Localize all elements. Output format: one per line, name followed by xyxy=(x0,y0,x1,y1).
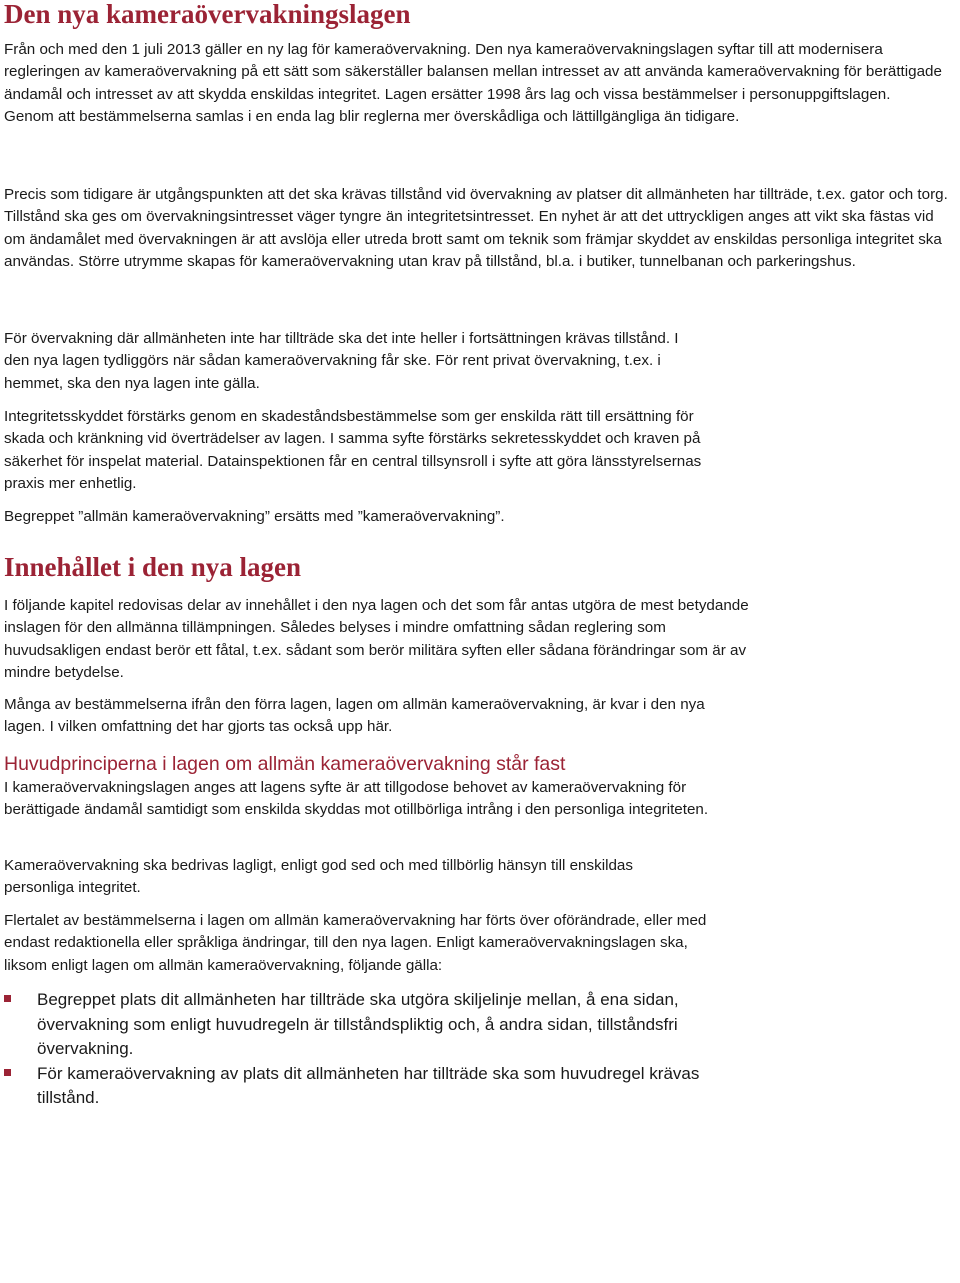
paragraph-term-change: Begreppet ”allmän kameraövervakning” ersätts med ”kameraövervakning”. xyxy=(4,508,505,525)
list-item-text: Begreppet plats dit allmänheten har tillträde ska utgöra skiljelinje mellan, å ena sidan, övervakning som enligt huvudregeln är tillståndspliktig och, å andra sidan, tillståndsfri övervakning. xyxy=(37,990,679,1059)
list-item-text: För kameraövervakning av plats dit allmänheten har tillträde ska som huvudregel krävas tillstånd. xyxy=(37,1063,700,1108)
paragraph-no-public-access: För övervakning där allmänheten inte har tillträde ska det inte heller i fortsättningen krävas tillstånd. I den nya lagen tydliggörs när sådan kameraövervakning får ske. För rent privat övervakning, t.ex. i hemmet, ska den nya lagen inte gälla. xyxy=(4,330,679,392)
paragraph-lawful: Kameraövervakning ska bedrivas lagligt, enligt god sed och med tillbörlig hänsyn till enskildas personliga integritet. xyxy=(4,857,633,897)
paragraph-permit: Precis som tidigare är utgångspunkten att det ska krävas tillstånd vid övervakning av platser dit allmänheten har tillträde, t.ex. gator och torg. Tillstånd ska ges om övervakningsintresset väger tyngre än integritetsintresset. En nyhet är att det uttryckligen anges att vikt ska fästas vid om ändamålet med övervakningen är att avslöja eller utreda brott samt om teknik som främjar skyddet av enskildas personliga integritet ska användas. Större utrymme skapas för kameraövervakning utan krav på tillstånd, bl.a. i butiker, tunnelbanan och parkeringshus. xyxy=(4,186,948,271)
paragraph-transferred-provisions: Flertalet av bestämmelserna i lagen om allmän kameraövervakning har förts över oförändrade, eller med endast redaktionella eller språkliga ändringar, till den nya lagen. Enligt kameraövervakningslagen ska, liksom enligt lagen om allmän kameraövervakning, följande gälla: xyxy=(4,912,707,974)
paragraph-purpose: I kameraövervakningslagen anges att lagens syfte är att tillgodose behovet av kameraövervakning för berättigade ändamål samtidigt som enskilda skyddas mot otillbörliga intrång i den personliga integriteten. xyxy=(4,779,709,819)
paragraph-remaining-provisions: Många av bestämmelserna ifrån den förra lagen, lagen om allmän kameraövervakning, är kvar i den nya lagen. I vilken omfattning det har gjorts tas också upp här. xyxy=(4,696,705,736)
square-bullet-icon xyxy=(4,995,11,1002)
bullet-list xyxy=(4,988,754,1111)
paragraph-integrity: Integritetsskyddet förstärks genom en skadeståndsbestämmelse som ger enskilda rätt till ersättning för skada och kränkning vid överträdelser av lagen. I samma syfte förstärks sekretesskyddet och kraven på säkerhet för inspelat material. Datainspektionen får en central tillsynsroll i syfte att göra länsstyrelsernas praxis mer enhetlig. xyxy=(4,408,702,493)
section-heading-content: Innehållet i den nya lagen xyxy=(4,552,302,582)
list-item xyxy=(4,1062,754,1111)
page-title: Den nya kameraövervakningslagen xyxy=(4,0,411,29)
subheading-main-principles: Huvudprinciperna i lagen om allmän kameraövervakning står fast xyxy=(4,753,566,775)
paragraph-chapters: I följande kapitel redovisas delar av innehållet i den nya lagen och det som får antas utgöra de mest betydande inslagen för den allmänna tillämpningen. Således belyses i mindre omfattning sådan reglering som huvudsakligen endast berör ett fåtal, t.ex. sådant som berör militära syften eller sådana förändringar som är av mindre betydelse. xyxy=(4,597,749,682)
list-item xyxy=(4,988,754,1062)
square-bullet-icon xyxy=(4,1069,11,1076)
paragraph-intro: Från och med den 1 juli 2013 gäller en ny lag för kameraövervakning. Den nya kameraövervakningslagen syftar till att modernisera regleringen av kameraövervakning på ett sätt som säkerställer balansen mellan intresset av att använda kameraövervakning för berättigade ändamål och intresset av att skydda enskildas integritet. Lagen ersätter 1998 års lag och vissa bestämmelser i personuppgiftslagen. Genom att bestämmelserna samlas i en enda lag blir reglerna mer överskådliga och lättillgängliga än tidigare. xyxy=(4,41,942,126)
